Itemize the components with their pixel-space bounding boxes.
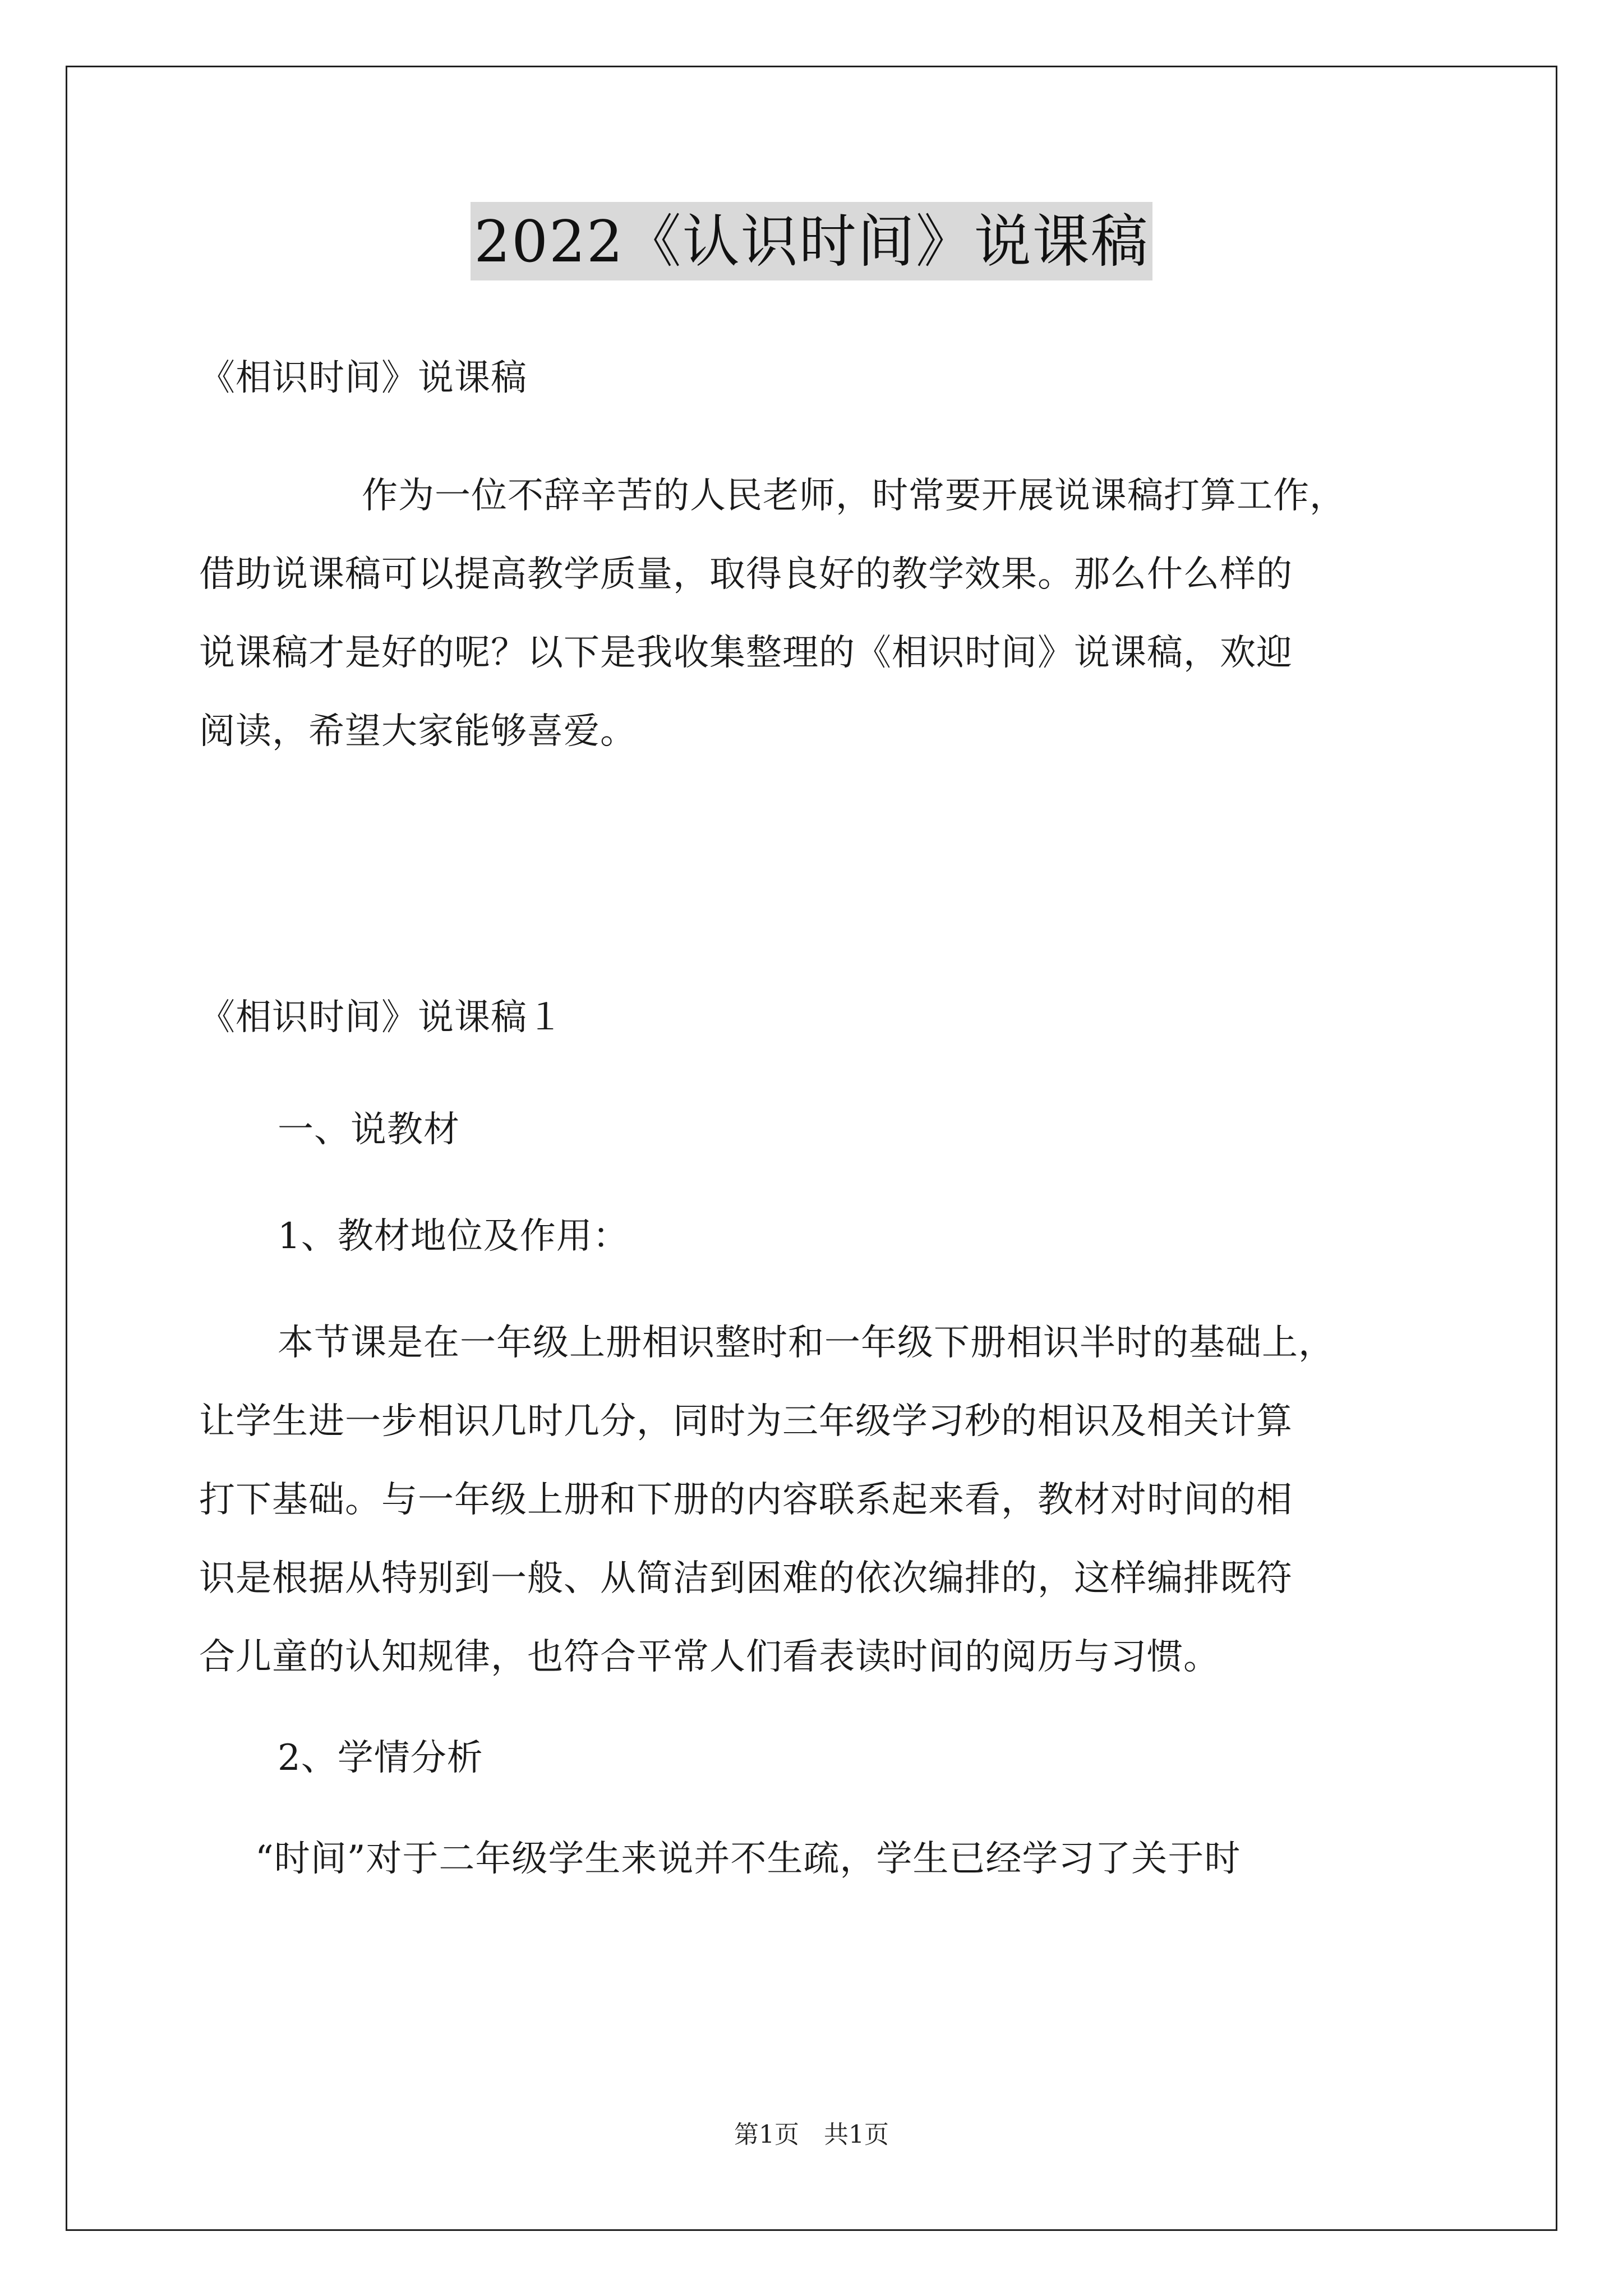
heading-material-role: 1、教材地位及作用： <box>278 1216 629 1257</box>
section-title: 《相识时间》说课稿１ <box>199 997 564 1038</box>
title-container <box>0 202 1623 280</box>
intro-line-4: 阅读，希望大家能够喜爱。 <box>199 711 637 752</box>
para-1-line-3: 打下基础。与一年级上册和下册的内容联系起来看，教材对时间的相 <box>199 1479 1293 1521</box>
intro-line-1: 作为一位不辞辛苦的人民老师，时常要开展说课稿打算工作， <box>362 475 1346 517</box>
para-1-line-1: 本节课是在一年级上册相识整时和一年级下册相识半时的基础上， <box>278 1322 1335 1364</box>
page-footer: 第1页 共1页 <box>734 2120 889 2149</box>
heading-teaching-material: 一、说教材 <box>278 1109 460 1151</box>
para-1-line-4: 识是根据从特别到一般、从简洁到困难的依次编排的，这样编排既符 <box>199 1558 1293 1599</box>
para-1-line-5: 合儿童的认知规律，也符合平常人们看表读时间的阅历与习惯。 <box>199 1636 1220 1678</box>
intro-line-3: 说课稿才是好的呢？以下是我收集整理的《相识时间》说课稿，欢迎 <box>199 632 1293 674</box>
intro-line-2: 借助说课稿可以提高教学质量，取得良好的教学效果。那么什么样的 <box>199 554 1293 595</box>
para-1-line-2: 让学生进一步相识几时几分，同时为三年级学习秒的相识及相关计算 <box>199 1401 1293 1442</box>
subtitle: 《相识时间》说课稿 <box>199 357 527 399</box>
heading-student-analysis: 2、学情分析 <box>278 1737 483 1779</box>
para-2-line-1: “时间”对于二年级学生来说并不生疏，学生已经学习了关于时 <box>255 1838 1241 1880</box>
document-title: 2022《认识时间》说课稿 <box>471 202 1152 280</box>
